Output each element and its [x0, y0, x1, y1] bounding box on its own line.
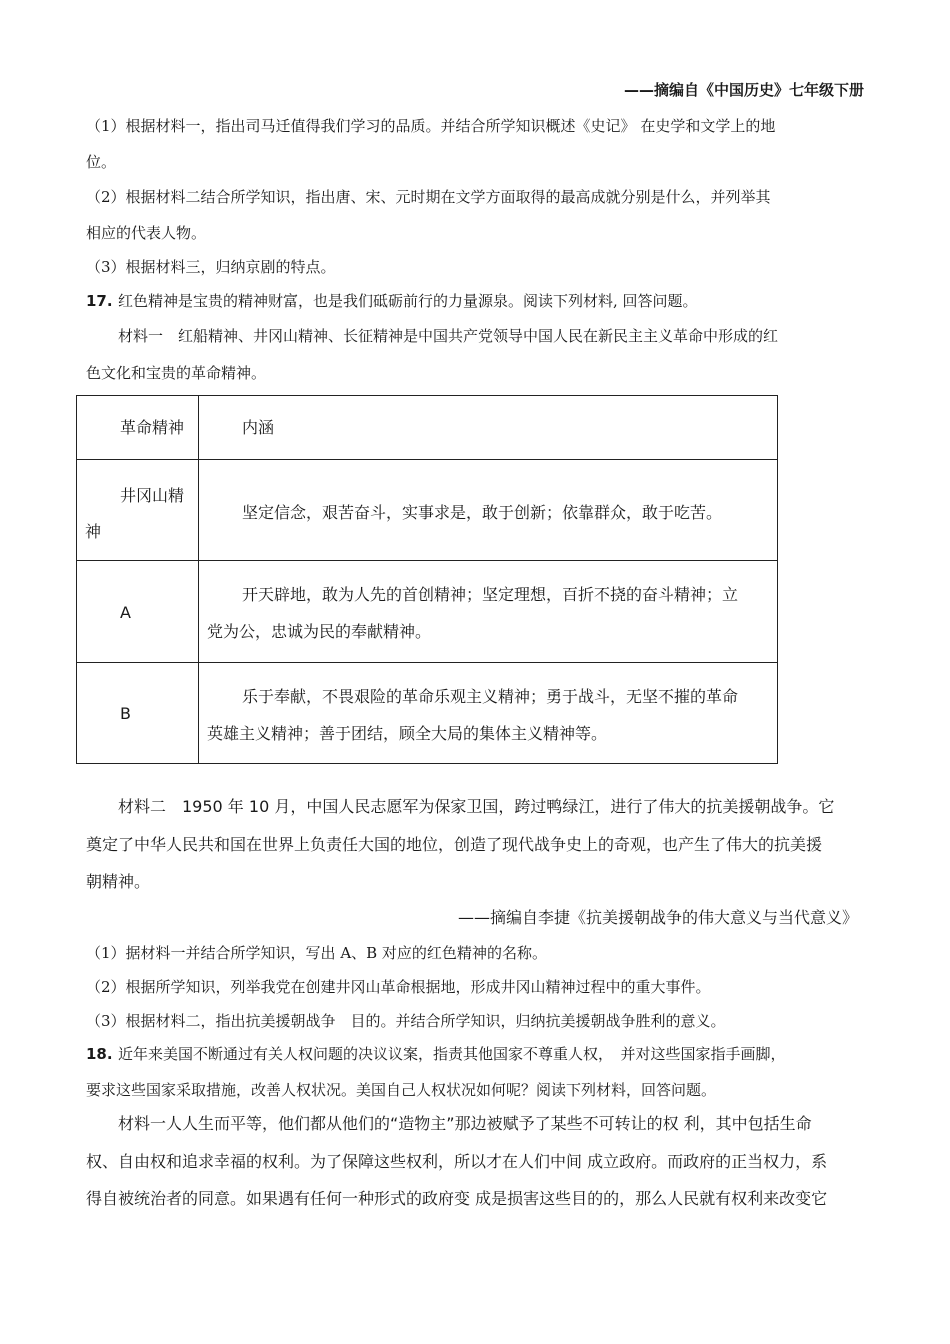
q17-material1-line2: 色文化和宝贵的革命精神。	[86, 364, 267, 382]
revolutionary-spirit-table	[76, 395, 778, 764]
q17-sub3: （3）根据材料二，指出抗美援朝战争 目的。并结合所学知识，归纳抗美援朝战争胜利的意义。	[86, 1012, 726, 1030]
q18-intro-line1: 近年来美国不断通过有关人权问题的决议议案，指责其他国家不尊重人权， 并对这些国家指手画脚，	[118, 1045, 786, 1063]
table-row	[77, 460, 778, 561]
q16-sub3: （3）根据材料三，归纳京剧的特点。	[86, 258, 336, 276]
q18-intro-line2: 要求这些国家采取措施，改善人权状况。美国自己人权状况如何呢？阅读下列材料，回答问题。	[86, 1081, 717, 1099]
q17-intro: 红色精神是宝贵的精神财富，也是我们砥砺前行的力量源泉。阅读下列材料, 回答问题。	[118, 292, 698, 310]
table-row-name-line1: A	[120, 603, 131, 622]
q16-sub1-line2: 位。	[86, 153, 117, 171]
table-row-name-line1: 井冈山精	[120, 486, 185, 505]
q16-sub2-line2: 相应的代表人物。	[86, 224, 207, 242]
table-row-content-line2: 党为公，忠诚为民的奉献精神。	[207, 622, 432, 641]
q18-material1-line2: 权、自由权和追求幸福的权利。为了保障这些权利，所以才在人们中间 成立政府。而政府的正当权力，系	[86, 1152, 828, 1171]
table-row	[77, 561, 778, 663]
table-row-content-line2: 英雄主义精神；善于团结，顾全大局的集体主义精神等。	[207, 724, 608, 743]
table-row	[77, 663, 778, 764]
q17-material1-line1: 材料一 红船精神、井冈山精神、长征精神是中国共产党领导中国人民在新民主主义革命中形成的红	[118, 327, 779, 345]
q17-number: 17.	[86, 292, 113, 310]
table-header-meaning: 内涵	[242, 418, 275, 437]
q16-sub1-line1: （1）根据材料一，指出司马迁值得我们学习的品质。并结合所学知识概述《史记》 在史学和文学上的地	[86, 117, 776, 135]
q17-material2-line1: 材料二 1950 年 10 月，中国人民志愿军为保家卫国，跨过鸭绿江，进行了伟大的抗美援朝战争。它	[118, 797, 835, 816]
table-header-spirit: 革命精神	[120, 418, 185, 437]
q16-sub2-line1: （2）根据材料二结合所学知识，指出唐、宋、元时期在文学方面取得的最高成就分别是什么，并列举其	[86, 188, 771, 206]
table-row-content-line1: 乐于奉献，不畏艰险的革命乐观主义精神；勇于战斗，无坚不摧的革命	[242, 687, 739, 706]
table-row-content-line1: 坚定信念，艰苦奋斗，实事求是，敢于创新；依靠群众，敢于吃苦。	[242, 503, 723, 522]
q17-material2-source: ——摘编自李捷《抗美援朝战争的伟大意义与当代意义》	[457, 908, 858, 927]
q18-number: 18.	[86, 1045, 113, 1063]
q17-material2-line2: 奠定了中华人民共和国在世界上负责任大国的地位，创造了现代战争史上的奇观，也产生了伟大的抗美援	[86, 835, 823, 854]
q18-material1-line3: 得自被统治者的同意。如果遇有任何一种形式的政府变 成是损害这些目的的，那么人民就有权利来改变它	[86, 1189, 828, 1208]
table-row-name-line1: B	[120, 704, 131, 723]
table-header-row	[77, 396, 778, 460]
q17-sub2: （2）根据所学知识，列举我党在创建井冈山革命根据地，形成井冈山精神过程中的重大事件。	[86, 978, 711, 996]
table-row-content-line1: 开天辟地，敢为人先的首创精神；坚定理想，百折不挠的奋斗精神；立	[242, 585, 739, 604]
q17-material2-line3: 朝精神。	[86, 872, 151, 891]
table-row-name-line2: 神	[85, 522, 102, 541]
source-citation-top: ——摘编自《中国历史》七年级下册	[623, 81, 864, 99]
q18-material1-line1: 材料一人人生而平等，他们都从他们的“造物主”那边被赋予了某些不可转让的权 利，其中包括生命	[118, 1114, 812, 1133]
q17-sub1: （1）据材料一并结合所学知识，写出 A、B 对应的红色精神的名称。	[86, 944, 547, 962]
